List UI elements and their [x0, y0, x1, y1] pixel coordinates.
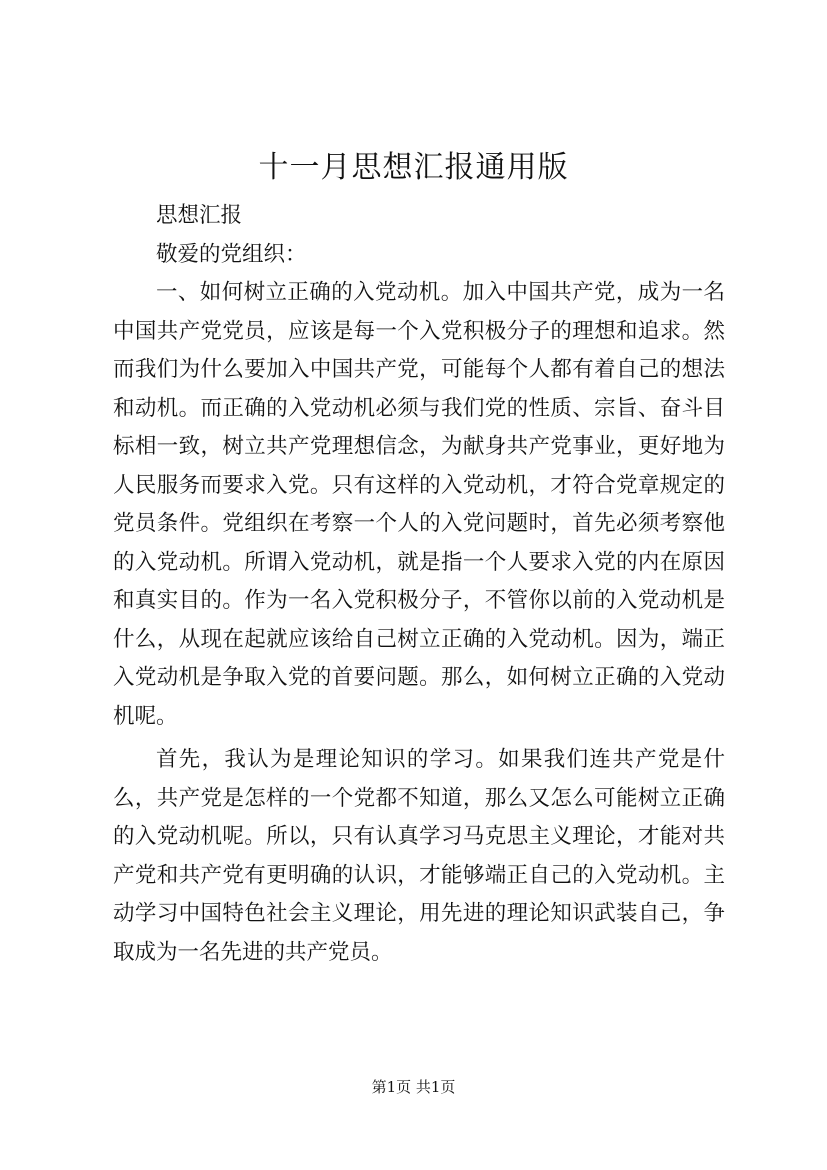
salutation-line: 敬爱的党组织：	[156, 241, 307, 267]
page-footer: 第1页 共1页	[371, 1078, 456, 1096]
body-paragraph-2: 首先，我认为是理论知识的学习。如果我们连共产党是什么，共产党是怎样的一个党都不知道，那么又怎么可能树立正确的入党动机呢。所以，只有认真学习马克思主义理论，才能对共产党和共产党有更明确的认识，才能够端正自己的入党动机。主动学习中国特色社会主义理论，用先进的理论知识武装自己，争取成为一名先进的共产党员。	[113, 747, 725, 965]
salutation-heading: 思想汇报	[156, 203, 243, 228]
body-paragraph-1: 一、如何树立正确的入党动机。加入中国共产党，成为一名中国共产党党员，应该是每一个入党积极分子的理想和追求。然而我们为什么要加入中国共产党，可能每个人都有着自己的想法和动机。而正确的入党动机必须与我们党的性质、宗旨、奋斗目标相一致，树立共产党理想信念，为献身共产党事业，更好地为人民服务而要求入党。只有这样的入党动机，才符合党章规定的党员条件。党组织在考察一个人的入党问题时，首先必须考察他的入党动机。所谓入党动机，就是指一个人要求入党的内在原因和真实目的。作为一名入党积极分子，不管你以前的入党动机是什么，从现在起就应该给自己树立正确的入党动机。因为，端正入党动机是争取入党的首要问题。那么，如何树立正确的入党动机呢。	[113, 280, 725, 729]
document-title: 十一月思想汇报通用版	[258, 150, 569, 185]
document-body	[113, 197, 725, 972]
